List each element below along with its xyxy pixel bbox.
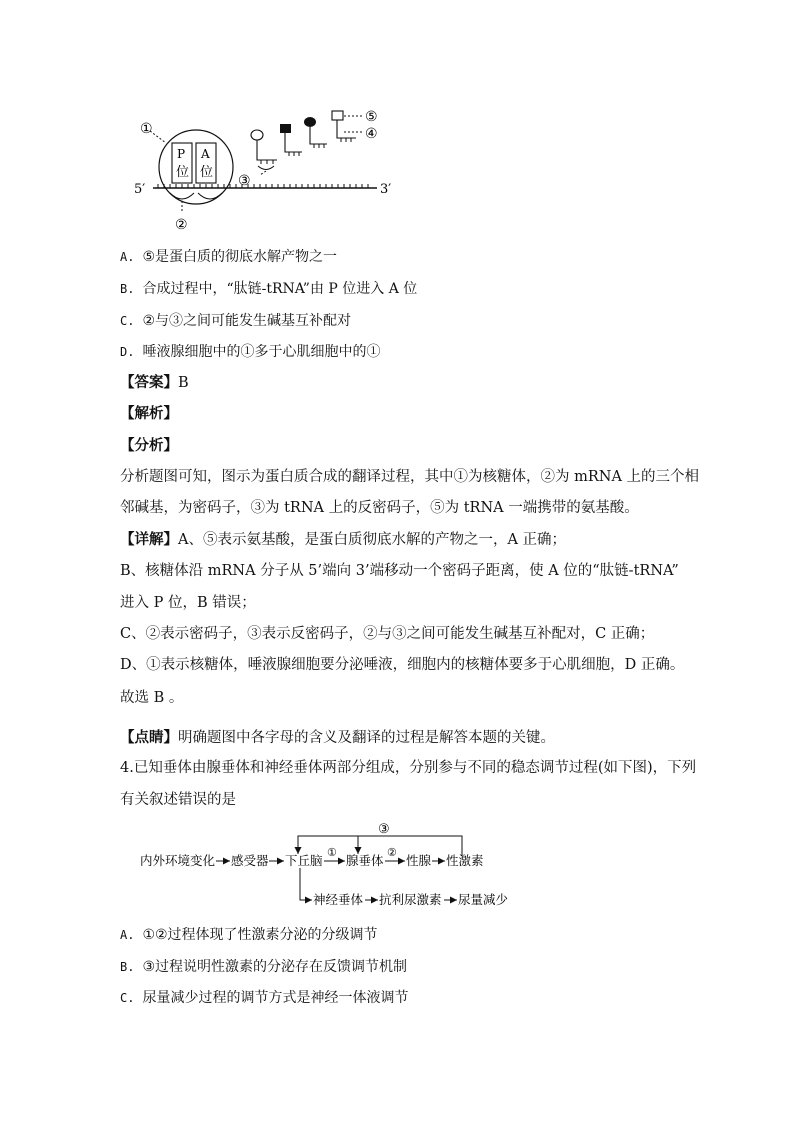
- label-3: ③: [238, 173, 251, 189]
- a-site-letter: A: [201, 147, 210, 161]
- amino-acid-filled: [304, 117, 316, 127]
- label-3-leader: [260, 171, 266, 175]
- option-label: D.: [120, 345, 135, 359]
- marker-3: ③: [378, 822, 390, 837]
- anticodon-ticks: [261, 160, 273, 164]
- label-1: ①: [140, 121, 153, 137]
- detail-d: D、①表示核糖体，唾液腺细胞要分泌唾液，细胞内的核糖体要多于心肌细胞，D 正确。: [120, 657, 685, 673]
- detail-b-line-2: 进入 P 位，B 错误；: [120, 595, 256, 611]
- q4-option-a: [120, 925, 378, 945]
- trna-3: [310, 127, 327, 144]
- node-hypothalamus: 下丘脑: [285, 853, 323, 868]
- p-site-letter: P: [177, 147, 186, 161]
- a-site-char: 位: [200, 165, 214, 180]
- dianjing-text: 明确题图中各字母的含义及翻译的过程是解答本题的关键。: [178, 730, 555, 746]
- anticodon-bracket: [258, 166, 274, 170]
- option-label: A.: [120, 928, 135, 942]
- q4-option-c: [120, 988, 408, 1008]
- q4-stem-line-1: 4.已知垂体由腺垂体和神经垂体两部分组成，分别参与不同的稳态调节过程(如下图)，下列: [120, 760, 697, 776]
- anticodon-ticks: [314, 144, 324, 148]
- label-4: ④: [365, 126, 378, 142]
- detail-b-line-1: B、核糖体沿 mRNA 分子从 5’端向 3’端移动一个密码子距离，使 A 位的“肽链-tRNA”: [120, 563, 679, 579]
- amino-acid-open-square: [332, 111, 343, 120]
- fenxi-tag: 【分析】: [120, 437, 178, 454]
- node-adenohypophysis: 腺垂体: [346, 853, 384, 868]
- trna-1: [257, 140, 277, 160]
- option-label: B.: [120, 282, 135, 296]
- node-gonad: 性腺: [406, 853, 432, 868]
- q3-option-c: [120, 311, 351, 331]
- marker-2: ②: [387, 846, 397, 859]
- codon-bracket: [198, 193, 222, 199]
- fenxi-line-2: 邻碱基，为密码子，③为 tRNA 上的反密码子，⑤为 tRNA 一端携带的氨基酸。: [120, 500, 639, 516]
- node-env-change: 内外环境变化: [140, 853, 216, 868]
- option-text: 合成过程中，“肽链-tRNA”由 P 位进入 A 位: [142, 281, 418, 297]
- option-label: A.: [120, 250, 135, 264]
- option-text: ⑤是蛋白质的彻底水解产物之一: [142, 249, 338, 265]
- q3-option-b: [120, 279, 417, 299]
- option-label: C.: [120, 991, 135, 1005]
- anticodon-ticks: [341, 138, 351, 142]
- option-text: 唾液腺细胞中的①多于心肌细胞中的①: [142, 344, 381, 360]
- detail-c: C、②表示密码子，③表示反密码子，②与③之间可能发生碱基互补配对，C 正确；: [120, 626, 655, 642]
- translation-diagram: [120, 105, 420, 235]
- codon-bracket: [170, 193, 194, 199]
- node-receptor: 感受器: [231, 853, 269, 868]
- amino-acid-square: [280, 124, 291, 133]
- label-5: ⑤: [365, 109, 378, 125]
- node-urine-decrease: 尿量减少: [458, 892, 509, 907]
- three-prime-label: 3′: [380, 182, 392, 197]
- node-neurohypophysis: 神经垂体: [313, 892, 364, 907]
- q4-option-b: [120, 957, 407, 977]
- marker-1: ①: [327, 846, 337, 859]
- trna-4: [337, 120, 356, 138]
- detail-a-text: A、⑤表示氨基酸，是蛋白质彻底水解的产物之一，A 正确；: [178, 532, 567, 548]
- answer-value: B: [178, 375, 189, 391]
- dianjing: [120, 728, 555, 748]
- q3-option-d: [120, 342, 380, 362]
- trna-2: [285, 133, 302, 152]
- option-text: ①②过程体现了性激素分泌的分级调节: [142, 927, 378, 943]
- option-text: ②与③之间可能发生碱基互补配对: [142, 313, 352, 329]
- anticodon-ticks: [289, 152, 299, 156]
- detail-a: [120, 530, 566, 550]
- answer-tag: 【答案】: [120, 374, 178, 391]
- five-prime-label: 5′: [134, 182, 146, 197]
- answer-line: [120, 373, 189, 393]
- fenxi-line-1: 分析题图可知，图示为蛋白质合成的翻译过程，其中①为核糖体，②为 mRNA 上的三个相: [120, 469, 700, 485]
- dianjing-tag: 【点睛】: [120, 729, 178, 746]
- arrow-hypothalamus-neuro: [300, 868, 312, 900]
- option-label: C.: [120, 314, 135, 328]
- analysis-tag: 【解析】: [120, 405, 178, 422]
- option-text: ③过程说明性激素的分泌存在反馈调节机制: [142, 959, 408, 975]
- q4-stem-line-2: 有关叙述错误的是: [120, 792, 236, 808]
- detail-tag: 【详解】: [120, 531, 178, 548]
- node-adh: 抗利尿激素: [379, 892, 442, 907]
- label-2: ②: [175, 217, 188, 233]
- conclusion: 故选 B 。: [120, 690, 184, 706]
- option-label: B.: [120, 960, 135, 974]
- hormone-regulation-diagram: [140, 818, 540, 914]
- option-text: 尿量减少过程的调节方式是神经一体液调节: [142, 990, 409, 1006]
- node-sex-hormone: 性激素: [446, 853, 484, 868]
- p-site-char: 位: [176, 165, 190, 180]
- amino-acid-open: [251, 130, 263, 140]
- q3-option-a: [120, 247, 337, 267]
